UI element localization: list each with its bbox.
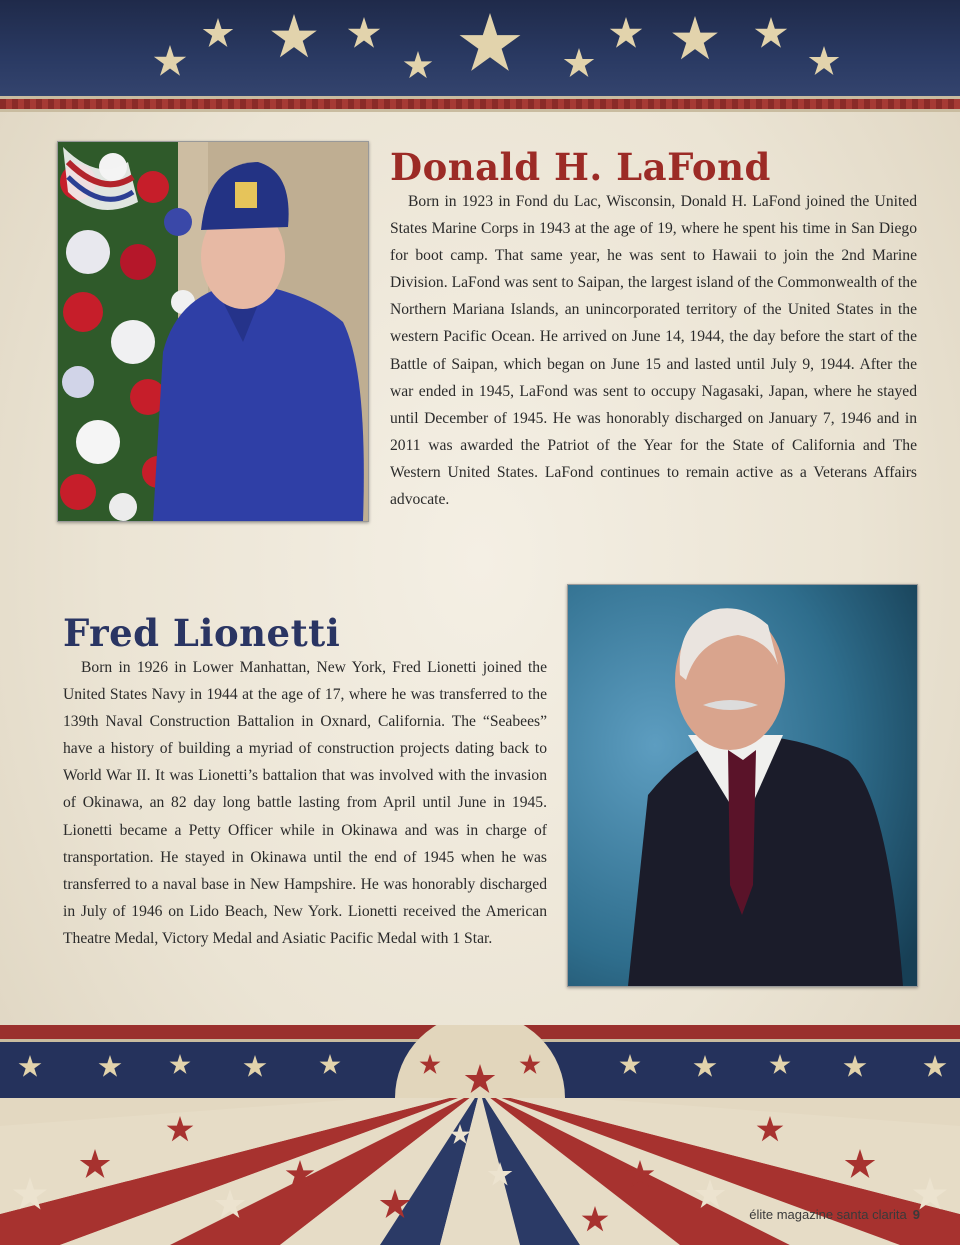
headline-fred-lionetti: Fred Lionetti: [63, 611, 341, 655]
page-number: 9: [912, 1207, 920, 1222]
photo-fred-lionetti: [567, 584, 918, 987]
headline-donald-lafond: Donald H. LaFond: [390, 145, 771, 189]
bio-donald-lafond: Born in 1923 in Fond du Lac, Wisconsin, Donald H. LaFond joined the United States Marine Corps in 1943 at the age of 19, where he spent his time in San Diego for boot camp. That same year, he was sent to Hawaii to join the 2nd Marine Division. LaFond was sent to Saipan, the largest island of the Commonwealth of the Northern Mariana Islands, an unincorporated territory of the United States in the western Pacific Ocean. He arrived on June 14, 1944, the day before the start of the Battle of Saipan, which began on June 15 and lasted until July 9, 1944. After the war ended in 1945, LaFond was sent to occupy Nagasaki, Japan, where he stayed until December of 1945. He was honorably discharged on January 7, 1946 and in 2011 was awarded the Patriot of the Year for the State of California and The Western United States. LaFond continues to remain active as a Veterans Affairs advocate.: [390, 193, 917, 509]
top-red-stripe: [0, 96, 960, 112]
banner-stars: [0, 0, 960, 98]
bio-fred-lionetti: Born in 1926 in Lower Manhattan, New York, Fred Lionetti joined the United States Navy in 1944 at the age of 17, where he was transferred to the 139th Naval Construction Battalion in Oxnard, California. The “Seabees” have a history of building a myriad of construction projects dating back to World War II. It was Lionetti’s battalion that was involved with the invasion of Okinawa, an 82 day long battle lasting from April until June in 1945. Lionetti became a Petty Officer while in Okinawa and was in charge of transportation. He stayed in Okinawa until the end of 1945 when he was transferred to a naval base in New Hampshire. He was honorably discharged in July of 1946 on Lido Beach, New York. Lionetti received the American Theatre Medal, Victory Medal and Asiatic Pacific Medal with 1 Star.: [63, 659, 547, 947]
star-icon: [203, 18, 233, 47]
star-icon: [610, 17, 642, 48]
page-footer: [749, 1207, 920, 1222]
star-icon: [672, 16, 718, 59]
star-icon: [564, 48, 594, 77]
star-icon: [809, 46, 839, 75]
star-icon: [755, 17, 787, 48]
photo-donald-lafond: [57, 141, 369, 522]
star-icon: [271, 14, 317, 57]
magazine-name: élite magazine santa clarita: [749, 1207, 907, 1222]
star-icon: [404, 51, 433, 78]
star-icon: [460, 13, 521, 71]
top-star-banner: [0, 0, 960, 98]
star-icon: [154, 45, 186, 76]
star-icon: [348, 17, 380, 48]
